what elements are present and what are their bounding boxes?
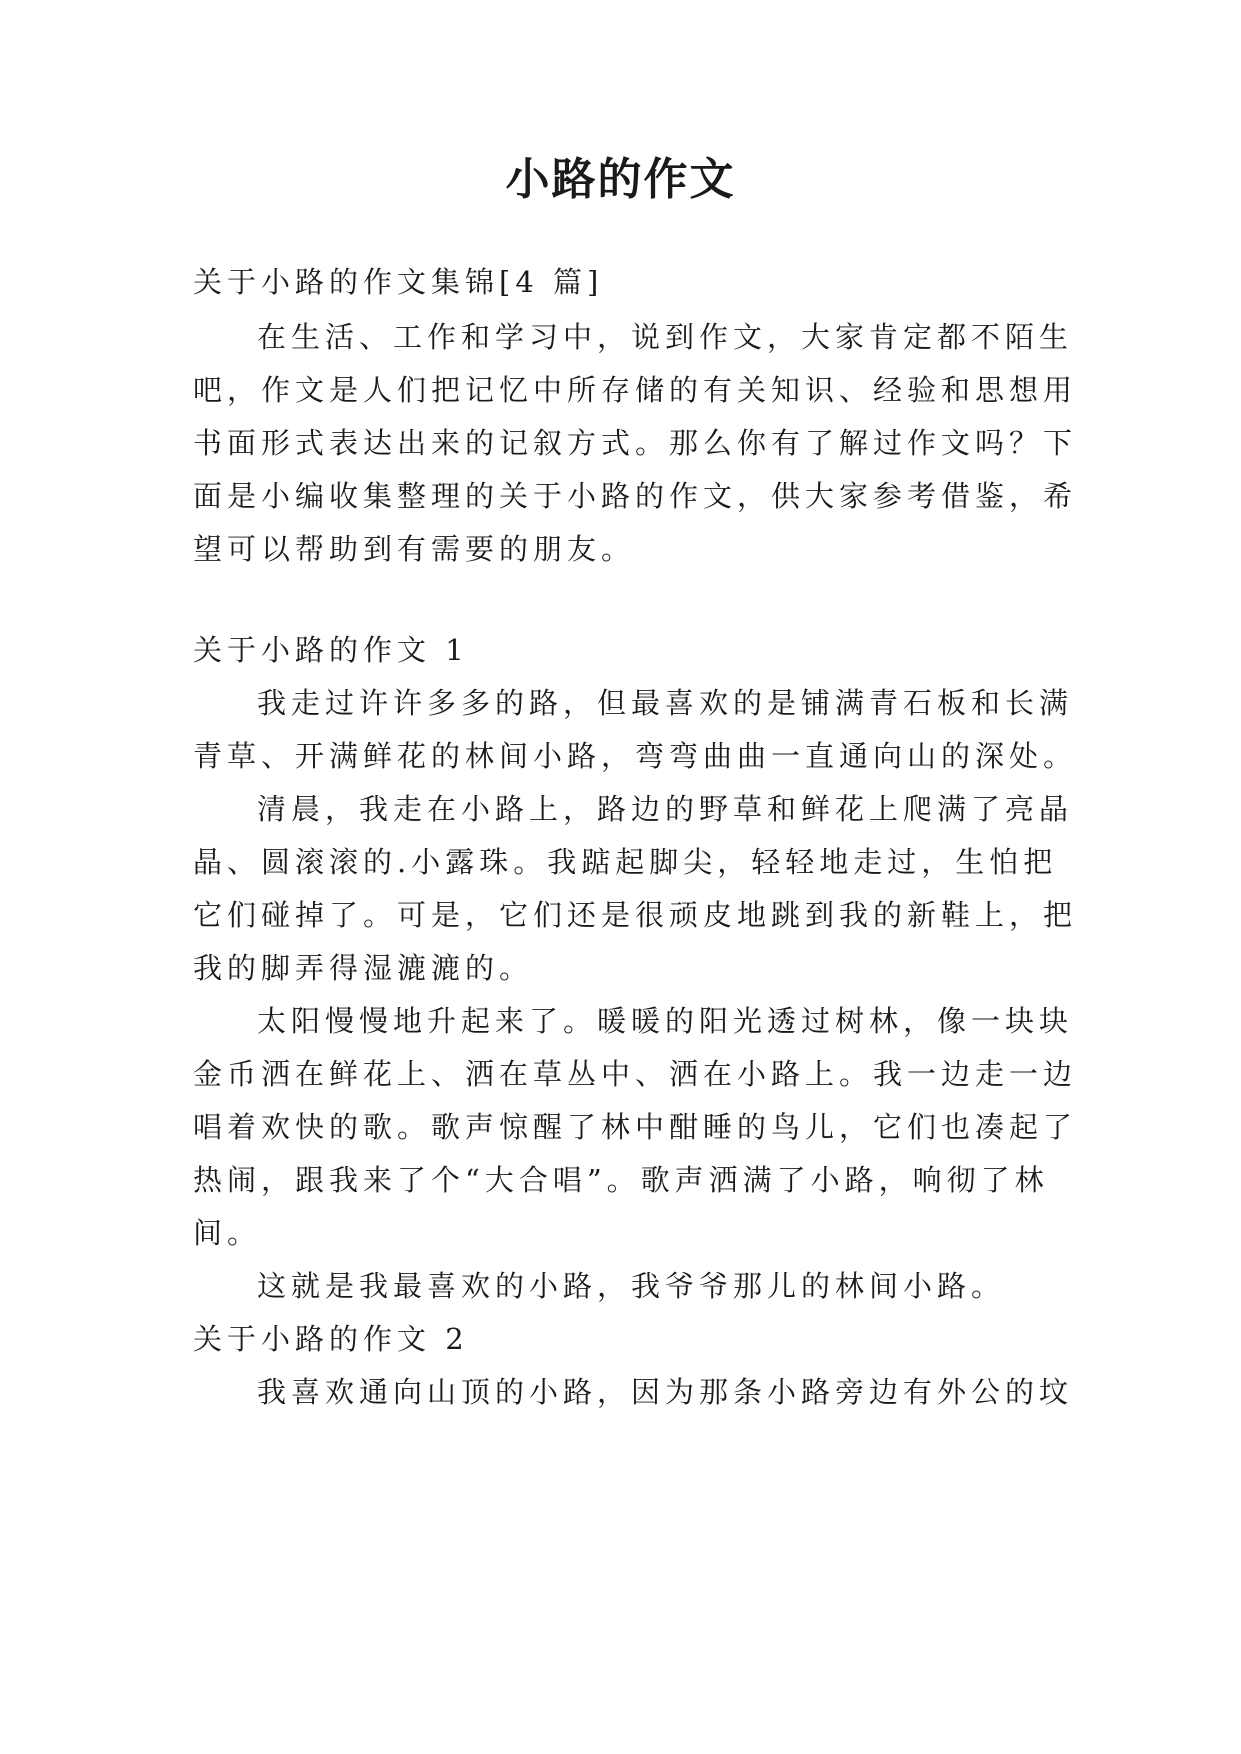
essay-1-line: 晶、圆滚滚的.小露珠。我踮起脚尖，轻轻地走过，生怕把 — [193, 845, 1058, 879]
intro-line: 吧，作文是人们把记忆中所存储的有关知识、经验和思想用 — [193, 373, 1078, 407]
essay-1-line: 我走过许许多多的路，但最喜欢的是铺满青石板和长满 — [257, 686, 1074, 720]
essay-1-line: 间。 — [193, 1216, 262, 1250]
essay-1-line: 我的脚弄得湿漉漉的。 — [193, 951, 534, 985]
essay-1-line: 清晨，我走在小路上，路边的野草和鲜花上爬满了亮晶 — [257, 792, 1074, 826]
collection-subtitle: 关于小路的作文集锦[4 篇] — [193, 265, 604, 299]
essay-1-line: 唱着欢快的歌。歌声惊醒了林中酣睡的鸟儿，它们也凑起了 — [193, 1110, 1078, 1144]
essay-1-line: 太阳慢慢地升起来了。暖暖的阳光透过树林，像一块块 — [257, 1004, 1074, 1038]
essay-1-line: 热闹，跟我来了个“大合唱”。歌声洒满了小路，响彻了林 — [193, 1163, 1049, 1197]
intro-line: 面是小编收集整理的关于小路的作文，供大家参考借鉴，希 — [193, 479, 1078, 513]
intro-line: 在生活、工作和学习中，说到作文，大家肯定都不陌生 — [257, 320, 1074, 354]
essay-1-heading: 关于小路的作文 1 — [193, 633, 469, 667]
essay-2-heading: 关于小路的作文 2 — [193, 1322, 469, 1356]
essay-1-line: 这就是我最喜欢的小路，我爷爷那儿的林间小路。 — [257, 1269, 1006, 1303]
document-title: 小路的作文 — [505, 154, 736, 205]
intro-line: 书面形式表达出来的记叙方式。那么你有了解过作文吗？下 — [193, 426, 1078, 460]
essay-2-line: 我喜欢通向山顶的小路，因为那条小路旁边有外公的坟 — [257, 1375, 1074, 1409]
essay-1-line: 金币洒在鲜花上、洒在草丛中、洒在小路上。我一边走一边 — [193, 1057, 1078, 1091]
essay-1-line: 青草、开满鲜花的林间小路，弯弯曲曲一直通向山的深处。 — [193, 739, 1078, 773]
essay-1-line: 它们碰掉了。可是，它们还是很顽皮地跳到我的新鞋上，把 — [193, 898, 1078, 932]
intro-line: 望可以帮助到有需要的朋友。 — [193, 532, 636, 566]
